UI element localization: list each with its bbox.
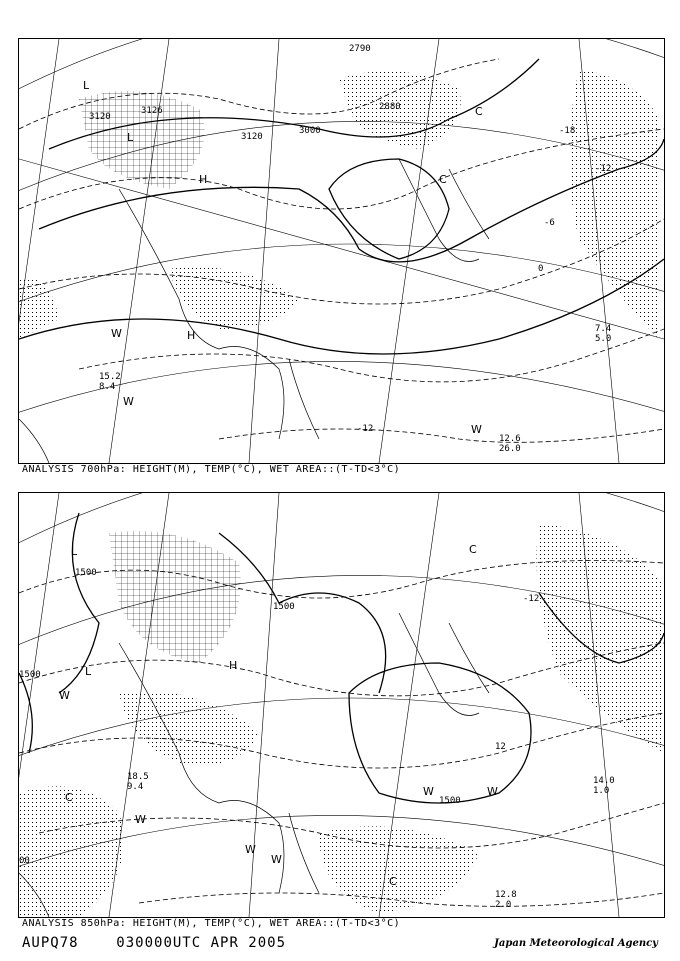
temp-label: -6	[544, 218, 555, 228]
low-marker: L	[83, 79, 90, 92]
station-dewpoint: 26.0	[499, 444, 521, 454]
station-temp: 12.6	[499, 434, 521, 444]
high-marker: H	[229, 659, 238, 672]
station-temp: 7.4	[595, 324, 612, 334]
warm-marker: W	[471, 423, 482, 436]
station-dewpoint: 8.4	[99, 382, 116, 392]
agency-credit: Japan Meteorological Agency	[494, 938, 658, 949]
height-label: 1500	[75, 568, 97, 578]
warm-marker: W	[123, 395, 134, 408]
height-label: 3126	[141, 106, 163, 116]
height-label: 3000	[299, 126, 321, 136]
station-temp: 18.5	[127, 772, 149, 782]
station-dewpoint: 2.0	[495, 900, 512, 910]
temp-label: 0	[538, 264, 544, 274]
station-dewpoint: 1.0	[593, 786, 610, 796]
low-marker: L	[85, 665, 92, 678]
height-label: 2880	[379, 102, 401, 112]
chart-identifier	[22, 935, 286, 951]
cold-marker: C	[389, 875, 397, 888]
cold-marker: C	[469, 543, 477, 556]
height-label: 00	[19, 856, 30, 866]
map-850hpa-canvas	[19, 493, 664, 917]
low-marker: L	[71, 545, 78, 558]
station-temp: 15.2	[99, 372, 121, 382]
temp-label: 12	[495, 742, 506, 752]
labels-700	[83, 44, 611, 454]
height-label: 1500	[439, 796, 461, 806]
valid-time: 030000UTC APR 2005	[116, 935, 287, 951]
warm-marker: W	[423, 785, 434, 798]
warm-marker: W	[59, 689, 70, 702]
cold-marker: C	[439, 173, 447, 186]
warm-marker: W	[111, 327, 122, 340]
caption-850hpa: ANALYSIS 850hPa: HEIGHT(M), TEMP(°C), WET AREA::(T-TD<3°C)	[22, 918, 401, 929]
warm-marker: W	[271, 853, 282, 866]
high-marker: H	[199, 173, 208, 186]
cold-marker: C	[475, 105, 483, 118]
chart-id: AUPQ78	[22, 935, 79, 951]
height-label: 1500	[273, 602, 295, 612]
temp-label: -12	[523, 594, 540, 604]
height-label: 2790	[349, 44, 371, 54]
wet-area-850	[19, 523, 664, 917]
map-panel-700hpa	[18, 38, 665, 464]
station-dewpoint: 5.0	[595, 334, 612, 344]
warm-marker: W	[135, 813, 146, 826]
high-marker: H	[187, 329, 196, 342]
temp-label: -12	[357, 424, 374, 434]
caption-700hpa: ANALYSIS 700hPa: HEIGHT(M), TEMP(°C), WET AREA::(T-TD<3°C)	[22, 464, 401, 475]
station-dewpoint: 9.4	[127, 782, 144, 792]
height-label: 3120	[89, 112, 111, 122]
map-700hpa-canvas	[19, 39, 664, 463]
height-label: 3120	[241, 132, 263, 142]
cold-marker: C	[65, 791, 73, 804]
warm-marker: W	[487, 785, 498, 798]
station-temp: 12.8	[495, 890, 517, 900]
low-marker: L	[127, 131, 134, 144]
station-temp: 14.0	[593, 776, 615, 786]
temp-label: -12	[595, 164, 612, 174]
map-panel-850hpa	[18, 492, 665, 918]
warm-marker: W	[245, 843, 256, 856]
temp-label: -18	[559, 126, 576, 136]
height-label: 1500	[19, 670, 41, 680]
